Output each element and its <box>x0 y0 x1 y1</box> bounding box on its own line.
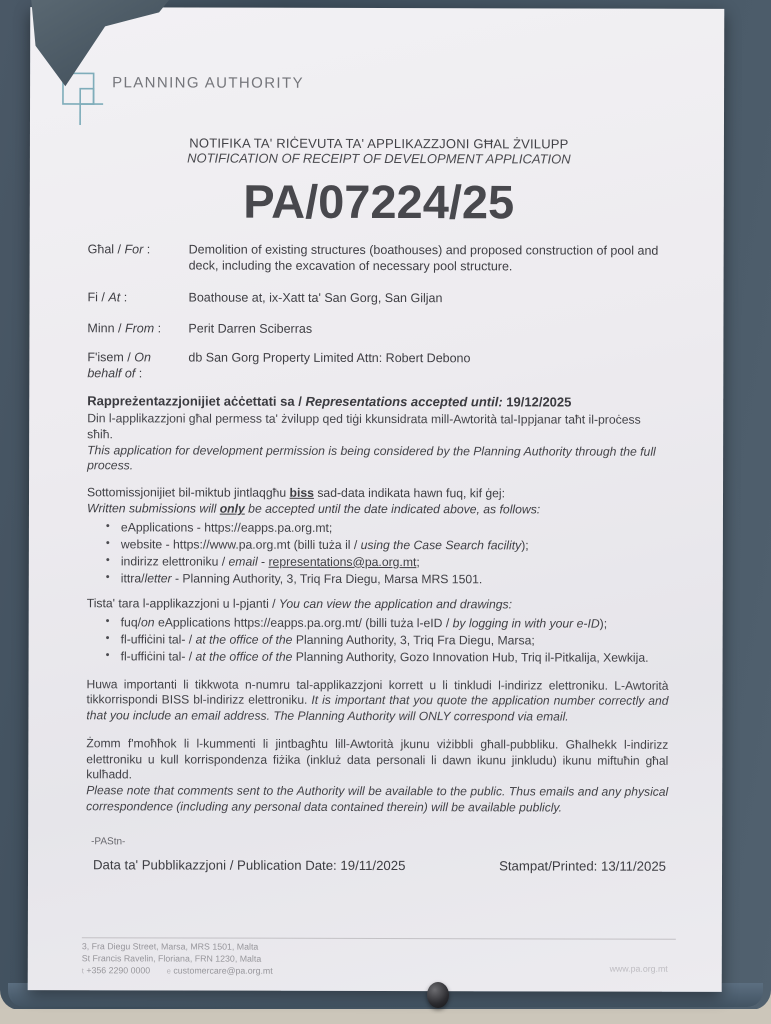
publication-date-label: Data ta' Pubblikazzjoni / Publication Date: <box>93 857 337 873</box>
label-en: From <box>124 321 155 336</box>
application-number: PA/07224/25 <box>243 174 515 229</box>
detail-row-at <box>88 289 670 307</box>
printed-date-value: 13/11/2025 <box>600 858 667 874</box>
detail-value: db San Gorg Property Limited Attn: Robert Debono <box>188 350 471 366</box>
notice-content <box>28 7 724 848</box>
notice-title-en: NOTIFICATION OF RECEIPT OF DEVELOPMENT APPLICATION <box>187 150 571 167</box>
bullet-icon: • <box>105 632 110 645</box>
footer-address-2: St Francis Ravelin, Floriana, FRN 1230, Malta <box>81 953 262 964</box>
footer <box>82 938 676 979</box>
phone-icon: t <box>81 966 84 976</box>
list-item <box>87 553 669 571</box>
detail-value: Perit Darren Sciberras <box>188 321 313 337</box>
list-item <box>87 614 669 632</box>
printed-date <box>499 858 666 873</box>
label-colon: : <box>123 290 128 305</box>
footer-website: www.pa.org.mt <box>609 963 668 974</box>
label-mt: Fi <box>87 290 98 305</box>
pin <box>427 982 449 1008</box>
rep-heading-en: Representations accepted until: <box>305 393 503 410</box>
representations-heading <box>87 393 669 410</box>
publication-date-value: 19/11/2025 <box>340 857 406 874</box>
rep-heading-mt: Rappreżentazzjonijiet aċċettati sa <box>87 393 295 409</box>
list-item <box>87 536 669 554</box>
bullet-text: website - https://www.pa.org.mt (billi tuża il / using the Case Search facility); <box>120 537 529 553</box>
notice-paper <box>28 7 725 992</box>
bullet-icon: • <box>105 537 110 550</box>
notice-mt: Huwa importanti li tikkwota n-numru tal-applikazzjoni korrett u li tinkludi l-indirizz elettroniku. L-Awtorità tikkorrispondi BISS bl-indirizz elettroniku. <box>86 676 669 708</box>
detail-value: Demolition of existing structures (boathouses) and proposed construction of pool and deck, including the excavation of necessary pool structure. <box>188 242 659 274</box>
detail-label <box>88 241 189 274</box>
notice-title-mt: NOTIFIKA TA' RIĊEVUTA TA' APPLIKAZZJONI GĦAL ŻVILUPP <box>189 135 569 152</box>
detail-row-from <box>87 321 669 339</box>
footer-phone: +356 2290 0000 <box>86 965 151 976</box>
rep-para-en: This application for development permission is being considered by the Planning Authority through the full process. <box>87 442 656 473</box>
label-en: For <box>124 242 144 257</box>
label-colon: : <box>138 366 143 381</box>
detail-row-for <box>88 241 670 276</box>
label-separator: / <box>101 290 105 305</box>
label-mt: Minn <box>87 321 115 336</box>
representations-paragraph <box>87 411 669 476</box>
label-en: On behalf of <box>87 350 151 381</box>
notice-en: Please note that comments sent to the Authority will be available to the public. Thus emails and any physical correspondence (including any personal data contained therein) will be available publicly. <box>86 783 669 815</box>
rep-para-mt: Din l-applikazzjoni għal permess ta' żvilupp qed tiġi kkunsidrata mill-Awtorità tal-Ippjanar taħt il-proċess sħiħ. <box>87 411 641 442</box>
detail-label <box>87 349 188 382</box>
detail-label <box>87 321 188 338</box>
viewing-list <box>87 614 669 666</box>
footer-email: customercare@pa.org.mt <box>173 965 273 976</box>
ground <box>0 1009 771 1024</box>
submissions-intro <box>87 486 669 519</box>
bullet-icon: • <box>105 570 110 583</box>
label-en: At <box>108 290 121 305</box>
dates-row <box>93 857 666 874</box>
printed-date-label: Stampat/Printed: <box>499 858 598 874</box>
bullet-text: ittra/letter - Planning Authority, 3, Triq Fra Diegu, Marsa MRS 1501. <box>120 570 483 586</box>
label-colon: : <box>146 242 151 257</box>
email-icon: e <box>166 966 171 976</box>
detail-value: Boathouse at, ix-Xatt ta' San Gorg, San Giljan <box>188 290 443 306</box>
brand-name: PLANNING AUTHORITY <box>112 74 305 92</box>
notice-public-visibility <box>86 736 668 816</box>
bullet-text: eApplications - https://eapps.pa.org.mt; <box>120 520 333 535</box>
detail-row-on-behalf-of <box>87 349 669 384</box>
footer-address-1: 3, Fra Diegu Street, Marsa, MRS 1501, Malta <box>81 941 259 953</box>
submissions-intro-mt: Sottomissjonijiet bil-miktub jintlaqgħu biss sad-data indikata hawn fuq, kif ġej: <box>86 485 506 501</box>
bullet-icon: • <box>105 520 110 533</box>
list-item <box>87 648 669 666</box>
label-colon: : <box>157 321 162 336</box>
publication-date <box>93 857 405 873</box>
label-mt: F'isem <box>87 350 124 365</box>
list-item <box>87 570 669 588</box>
bullet-icon: • <box>105 649 110 662</box>
submissions-list <box>87 519 669 588</box>
bullet-text: fl-uffiċini tal- / at the office of the Planning Authority, 3, Triq Fra Diegu, Marsa; <box>120 632 535 648</box>
label-separator: / <box>127 350 131 365</box>
viewing-intro: Tista' tara l-applikazzjoni u l-pjanti / You can view the application and drawings: <box>86 596 513 612</box>
detail-label <box>88 289 189 306</box>
rep-heading-separator: / <box>298 393 302 409</box>
bullet-icon: • <box>105 615 110 628</box>
notice-mt: Żomm f'moħħok li l-kummenti li jintbagħtu lill-Awtorità jkunu viżibbli għall-pubbliku. Għalhekk l-indirizz elettroniku u kull korrispondenza fiżika (inkluż data personali li dawn ikunu jinkludu) ikunu miftuħin għal kulħadd. <box>86 736 669 782</box>
label-separator: / <box>117 242 122 257</box>
bullet-text: fl-uffiċini tal- / at the office of the Planning Authority, Gozo Innovation Hub, Triq il-Pitkalija, Xewkija. <box>120 649 649 665</box>
bullet-text: indirizz elettroniku / email - representations@pa.org.mt; <box>120 554 420 569</box>
footer-contact <box>82 965 676 978</box>
list-item <box>87 631 669 649</box>
label-mt: Għal <box>87 242 115 257</box>
representations-deadline: 19/12/2025 <box>506 394 572 410</box>
submissions-intro-en: Written submissions will only be accepted until the date indicated above, as follows: <box>86 501 541 517</box>
bullet-text: fuq/on eApplications https://eapps.pa.org.mt/ (billi tuża l-eID / by logging in with your e-ID); <box>120 615 608 631</box>
label-separator: / <box>118 321 122 336</box>
list-item <box>87 519 669 537</box>
bullet-icon: • <box>105 553 110 566</box>
reference-code: -PAStn- <box>91 835 126 847</box>
notice-correspondence <box>86 677 668 726</box>
notice-en: It is important that you quote the application number correctly and that you include an email address. The Planning Authority will ONLY correspond via email. <box>86 693 669 724</box>
